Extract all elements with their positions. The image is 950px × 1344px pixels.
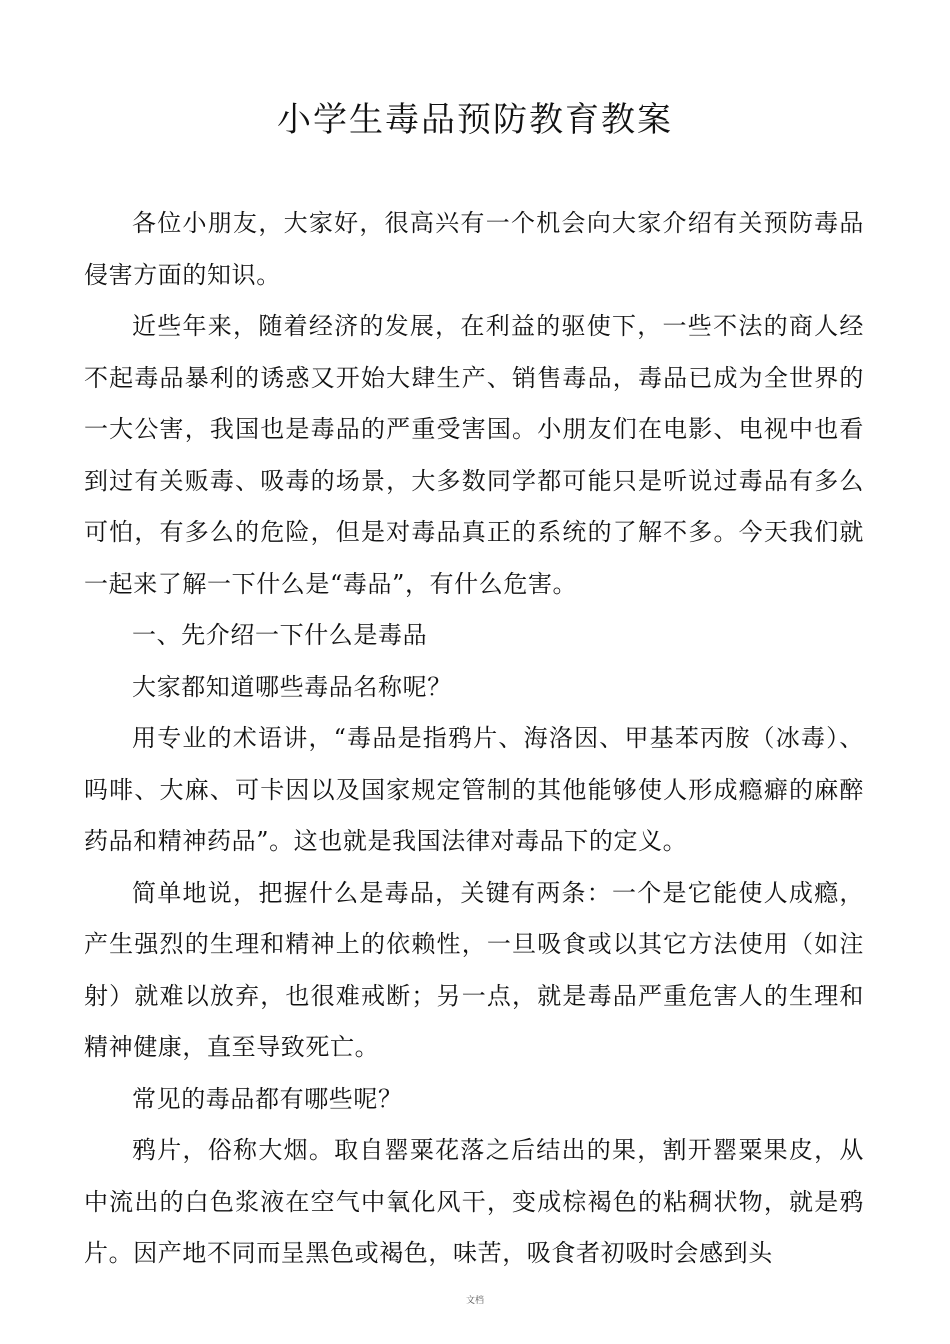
paragraph-key-points: 简单地说，把握什么是毒品，关键有两条：一个是它能使人成瘾，产生强烈的生理和精神上的依赖性，一旦吸食或以其它方法使用（如注射）就难以放弃，也很难戒断；另一点，就是毒品严重危害人的生理和精神健康，直至导致死亡。 [84, 878, 864, 1061]
paragraph-opium: 鸦片，俗称大烟。取自罂粟花落之后结出的果，割开罂粟果皮，从中流出的白色浆液在空气中氧化风干，变成棕褐色的粘稠状物，就是鸦片。因产地不同而呈黑色或褐色，味苦，吸食者初吸时会感到头 [84, 1136, 864, 1267]
paragraph-background: 近些年来，随着经济的发展，在利益的驱使下，一些不法的商人经不起毒品暴利的诱惑又开始大肆生产、销售毒品，毒品已成为全世界的一大公害，我国也是毒品的严重受害国。小朋友们在电影、电视中也看到过有关贩毒、吸毒的场景，大多数同学都可能只是听说过毒品有多么可怕，有多么的危险，但是对毒品真正的系统的了解不多。今天我们就一起来了解一下什么是“毒品”，有什么危害。 [84, 312, 864, 598]
document-body [84, 198, 864, 1280]
question-drug-names: 大家都知道哪些毒品名称呢？ [132, 672, 452, 701]
section-heading-1: 一、先介绍一下什么是毒品 [132, 621, 428, 649]
page-footer: 文档 [465, 1296, 484, 1306]
document-title: 小学生毒品预防教育教案 [277, 100, 673, 140]
paragraph-greeting: 各位小朋友，大家好，很高兴有一个机会向大家介绍有关预防毒品侵害方面的知识。 [84, 209, 864, 289]
paragraph-definition: 用专业的术语讲，“毒品是指鸦片、海洛因、甲基苯丙胺（冰毒）、吗啡、大麻、可卡因以及国家规定管制的其他能够使人形成瘾癖的麻醉药品和精神药品”。这也就是我国法律对毒品下的定义。 [84, 724, 864, 855]
question-common-drugs: 常见的毒品都有哪些呢？ [132, 1084, 403, 1113]
